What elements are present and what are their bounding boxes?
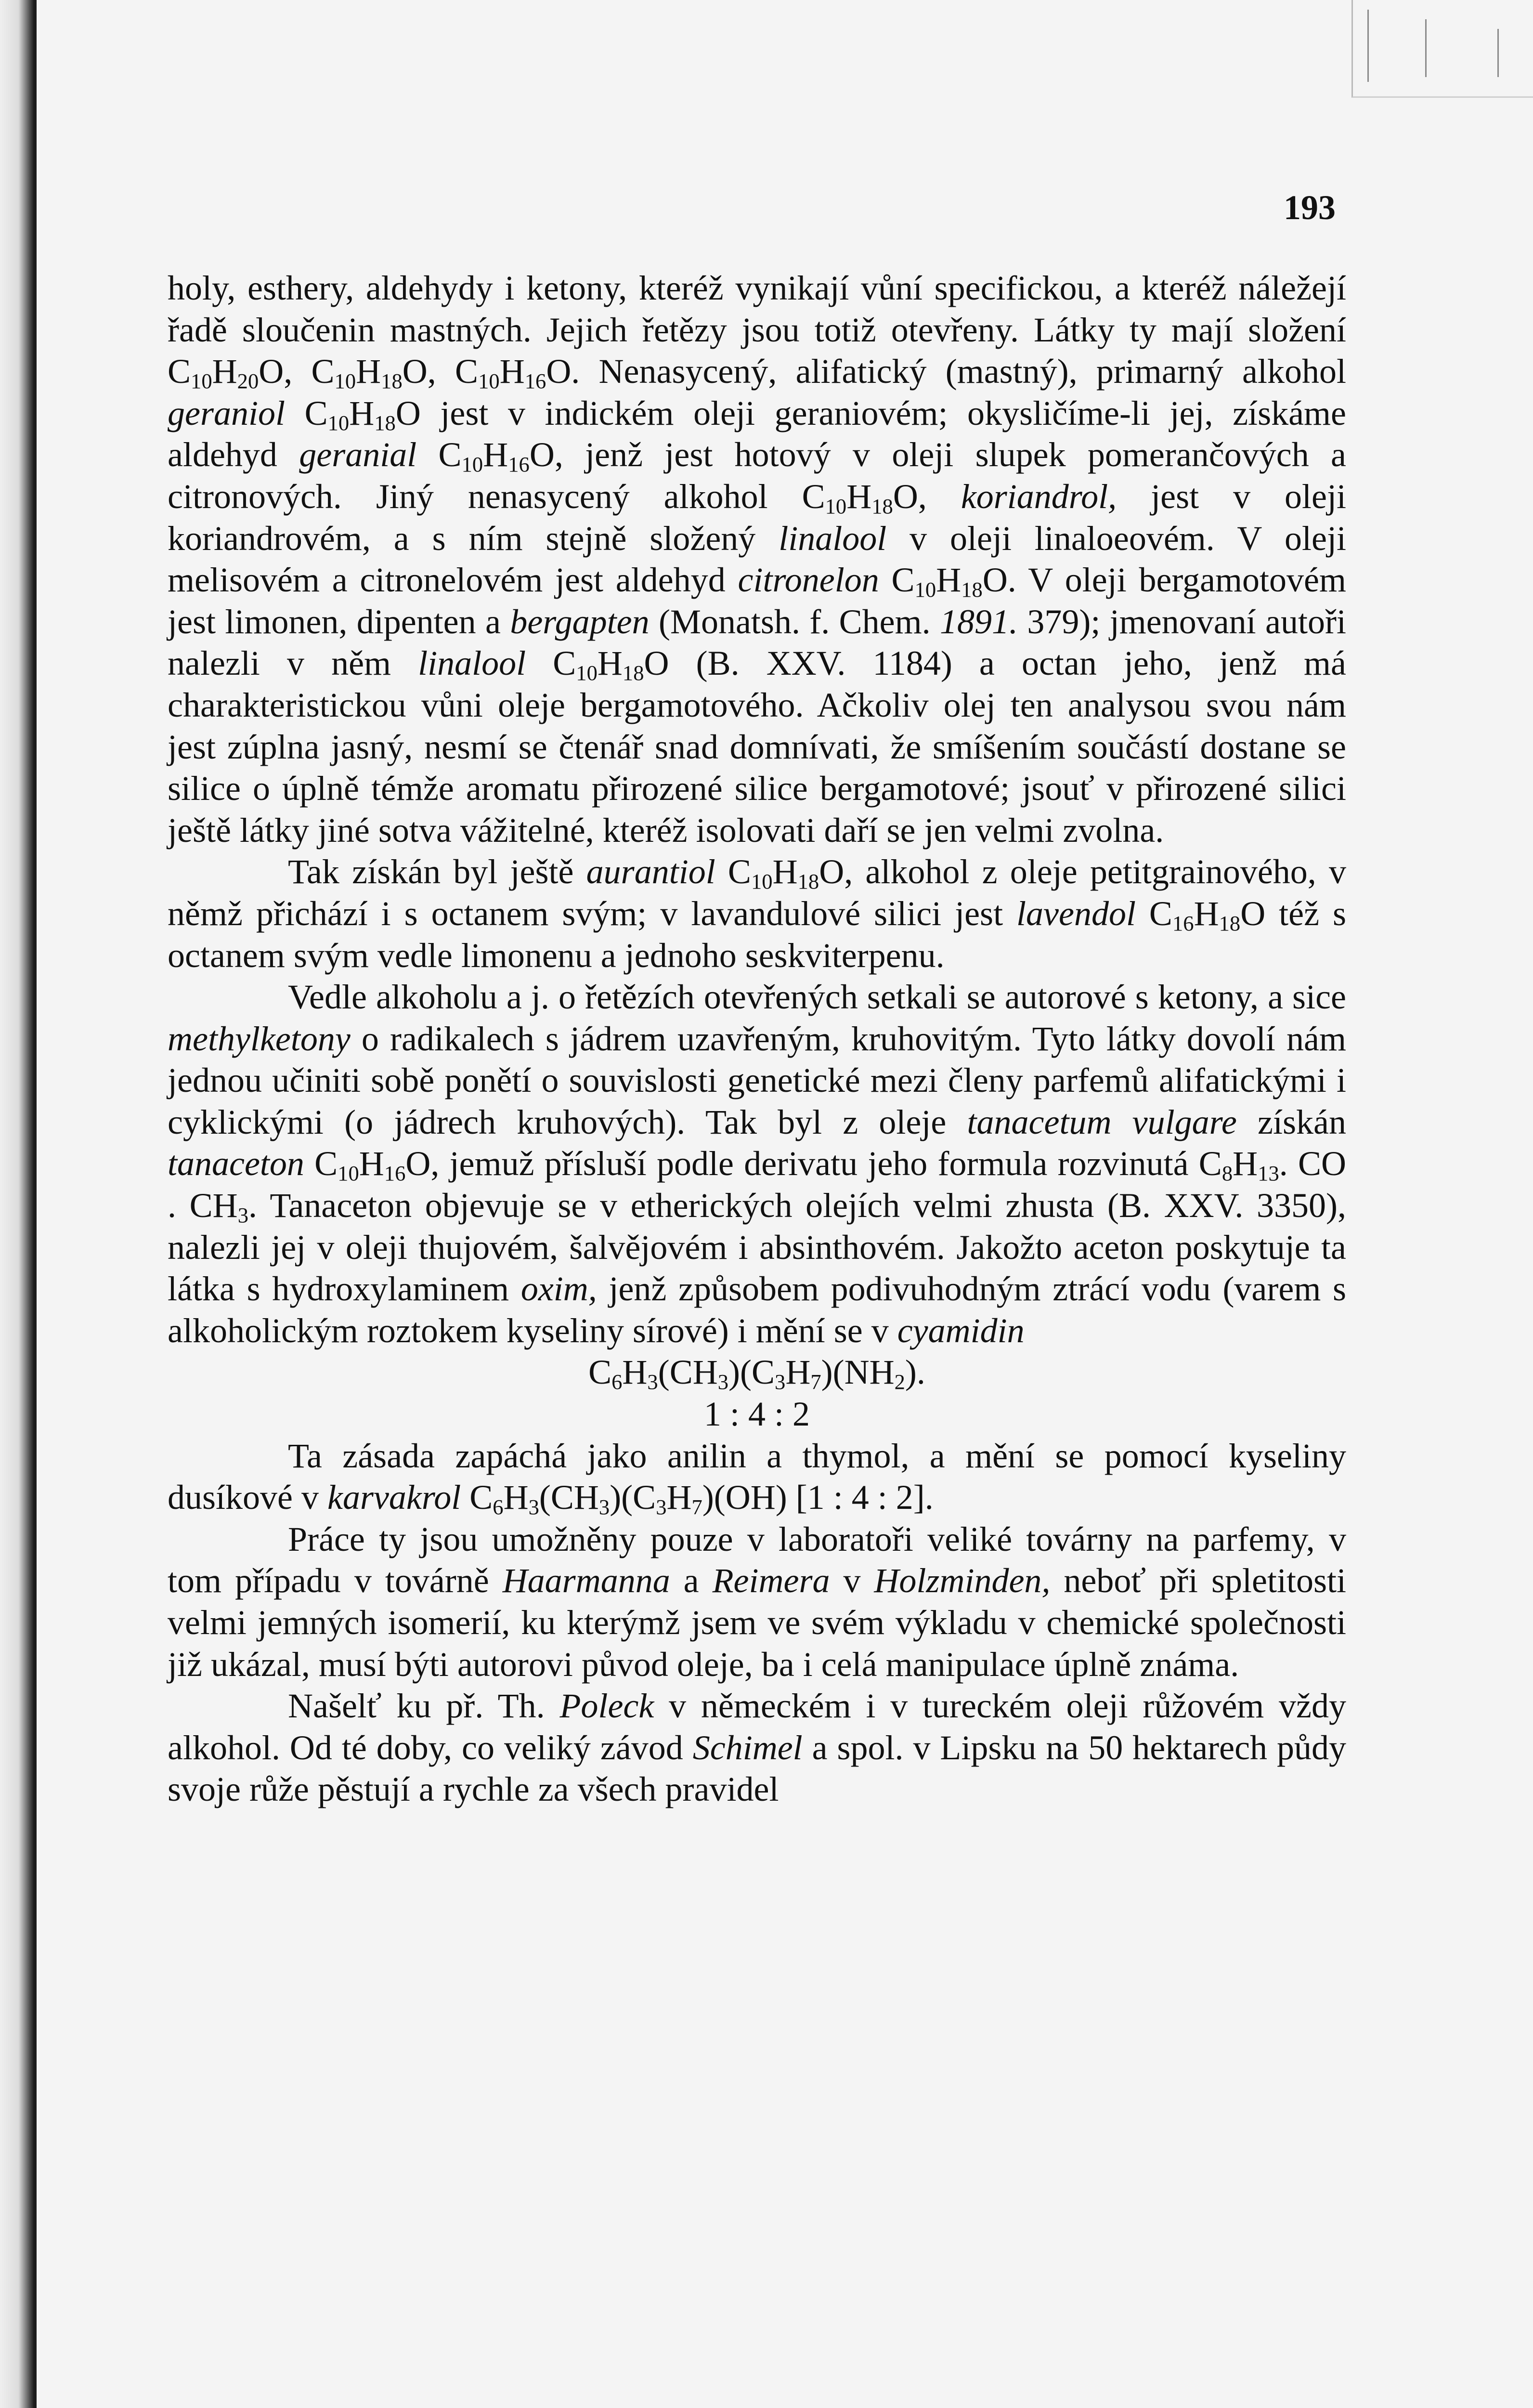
italic-run: lavendol — [1016, 894, 1136, 933]
subscript-run: 10 — [191, 369, 212, 393]
subscript-run: 10 — [576, 661, 598, 685]
paragraph-4: Ta zásada zapáchá jako anilin a thymol, a mění se pomocí kyseliny dusíkové v karvakrol $C_6H_3(CH_3)(C_3H_7)(OH)$ [1 : 4 : 2]. — [168, 1436, 1346, 1519]
subscript-run: 18 — [1219, 911, 1241, 936]
subscript-run: 16 — [1172, 911, 1194, 936]
italic-run: Holzminden, — [874, 1561, 1051, 1600]
subscript-run: 3 — [656, 1495, 667, 1519]
paragraph-2: Tak získán byl ještě aurantiol $C_{10}H_{18}O$, alkohol z oleje petitgrainového, v němž přichází i s octanem svým; v lavandulové silici jest lavendol $C_{16}H_{18}O$ též s octanem svým vedle limonenu a jednoho seskviterpenu. — [168, 852, 1347, 975]
subscript-run: 16 — [508, 452, 530, 477]
subscript-run: 7 — [810, 1370, 821, 1394]
subscript-run: 18 — [871, 494, 893, 519]
subscript-run: 18 — [374, 410, 396, 435]
body-text — [168, 267, 1346, 1810]
subscript-run: 2 — [894, 1370, 905, 1394]
subscript-run: 20 — [237, 369, 259, 393]
subscript-run: 13 — [1258, 1161, 1279, 1186]
subscript-run: 10 — [334, 369, 356, 393]
italic-run: oxim, — [520, 1269, 597, 1309]
subscript-run: 10 — [751, 869, 773, 894]
italic-run: Poleck — [559, 1687, 654, 1726]
book-binding-edge — [0, 0, 34, 2408]
formula-cyamidin: $C_6H_3(CH_3)(C_3H_7)(NH_2)$. — [588, 1353, 925, 1394]
italic-run: citronelon — [738, 561, 879, 600]
italic-run: bergapten — [510, 602, 650, 641]
paragraph-3: Vedle alkoholu a j. o řetězích otevřených setkali se autorové s ketony, a sice methylketony o radikalech s jádrem uzavřeným, kruhovitým. Tyto látky dovolí nám jednou učiniti sobě ponětí o souvislosti genetické mezi členy parfemů alifatickými i cyklickými (o jádrech kruhových). Tak byl z oleje tanacetum vulgare získán tanaceton $C_{10}H_{16}O$, jemuž přísluší podle derivatu jeho formula rozvinutá $C_8H_{13}$. CO . $CH_3$. Tanaceton objevuje se v etherických olejích velmi zhusta (B. XXV. 3350), nalezli jej v oleji thujovém, šalvějovém i absinthovém. Jakožto aceton poskytuje ta látka s hydroxylaminem oxim, jenž způsobem podivuhodným ztrácí vodu (varem s alkoholickým roztokem kyseliny sírové) i mění se v cyamidin — [168, 978, 1346, 1350]
subscript-run: 6 — [611, 1370, 623, 1394]
subscript-run: 18 — [961, 577, 983, 602]
italic-run: linalool — [779, 519, 887, 558]
italic-run: Schimel — [692, 1728, 803, 1767]
italic-run: geraniol — [168, 393, 285, 432]
subscript-run: 10 — [914, 577, 936, 602]
subscript-run: 10 — [825, 494, 847, 519]
italic-run: tanaceton — [168, 1144, 304, 1183]
scanned-page — [34, 0, 1533, 2408]
italic-run: Haarmanna — [502, 1561, 670, 1600]
subscript-run: 10 — [338, 1161, 359, 1186]
italic-run: tanacetum vulgare — [967, 1102, 1237, 1141]
italic-run: geranial — [299, 435, 417, 474]
subscript-run: 6 — [493, 1495, 504, 1519]
subscript-run: 10 — [327, 410, 350, 435]
italic-run: 1891. — [940, 602, 1018, 641]
subscript-run: 8 — [1221, 1161, 1233, 1186]
subscript-run: 18 — [797, 869, 819, 894]
subscript-run: 18 — [381, 369, 403, 393]
subscript-run: 16 — [524, 369, 546, 393]
italic-run: linalool — [418, 644, 526, 683]
subscript-run: 3 — [598, 1495, 610, 1519]
page-number: 193 — [1284, 188, 1336, 227]
subscript-run: 3 — [775, 1370, 786, 1394]
subscript-run: 3 — [647, 1370, 658, 1394]
subscript-run: 3 — [237, 1203, 248, 1228]
subscript-run: 18 — [622, 661, 644, 685]
subscript-run: 10 — [478, 369, 500, 393]
paragraph-5: Práce ty jsou umožněny pouze v laboratoři veliké továrny na parfemy, v tom případu v továrně Haarmanna a Reimera v Holzminden, neboť při spletitosti velmi jemných isomerií, ku kterýmž jsem ve svém výkladu v chemické společnosti již ukázal, musí býti autorovi původ oleje, ba i celá manipulace úplně známa. — [168, 1519, 1347, 1684]
italic-run: methylketony — [168, 1019, 351, 1058]
subscript-run: 16 — [384, 1161, 406, 1186]
paragraph-1: holy, esthery, aldehydy i ketony, kteréž vynikají vůní specifickou, a kteréž náležejí řadě sloučenin mastných. Jejich řetězy jsou totiž otevřeny. Látky ty mají složení $C_{10}H_{20}O$, $C_{10}H_{18}O$, $C_{10}H_{16}O$. Nenasycený, alifatický (mastný), primarný alkohol geraniol $C_{10}H_{18}O$ jest v indickém oleji geraniovém; okysličíme-li jej, získáme aldehyd geranial $C_{10}H_{16}O$, jenž jest hotový v oleji slupek pomerančových a citronových. Jiný nenasycený alkohol $C_{10}H_{18}O$, koriandrol, jest v oleji koriandrovém, a s ním stejně složený linalool v oleji linaloeovém. V oleji melisovém a citronelovém jest aldehyd citronelon $C_{10}H_{18}O$. V oleji bergamotovém jest limonen, dipenten a bergapten (Monatsh. f. Chem. 1891. 379); jmenovaní autoři nalezli v něm linalool $C_{10}H_{18}O$ (B. XXV. 1184) a octan jeho, jenž má charakteristickou vůni oleje bergamotového. Ačkoliv olej ten analysou svou nám jest zúplna jasný, nesmí se čtenář snad domnívati, že smíšením součástí dostane se silice o úplně témže aromatu přirozené silice bergamotové; jsouť v přirozené silici ještě látky jiné sotva vážitelné, kteréž isolovati daří se jen velmi zvolna. — [168, 269, 1347, 850]
italic-run: karvakrol — [327, 1478, 461, 1517]
subscript-run: 7 — [691, 1495, 702, 1519]
italic-run: koriandrol, — [961, 477, 1117, 516]
subscript-run: 10 — [461, 452, 483, 477]
italic-run: Reimera — [712, 1561, 830, 1600]
paragraph-6: Našelť ku př. Th. Poleck v německém i v tureckém oleji růžovém vždy alkohol. Od té doby, co veliký závod Schimel a spol. v Lipsku na 50 hektarech půdy svoje růže pěstují a rychle za všech pravidel — [168, 1687, 1347, 1809]
italic-run: aurantiol — [586, 852, 715, 891]
scan-corner-mark — [1351, 0, 1533, 98]
subscript-run: 3 — [528, 1495, 539, 1519]
subscript-run: 3 — [717, 1370, 729, 1394]
formula-ratio: 1 : 4 : 2 — [703, 1395, 810, 1434]
italic-run: cyamidin — [897, 1311, 1025, 1350]
